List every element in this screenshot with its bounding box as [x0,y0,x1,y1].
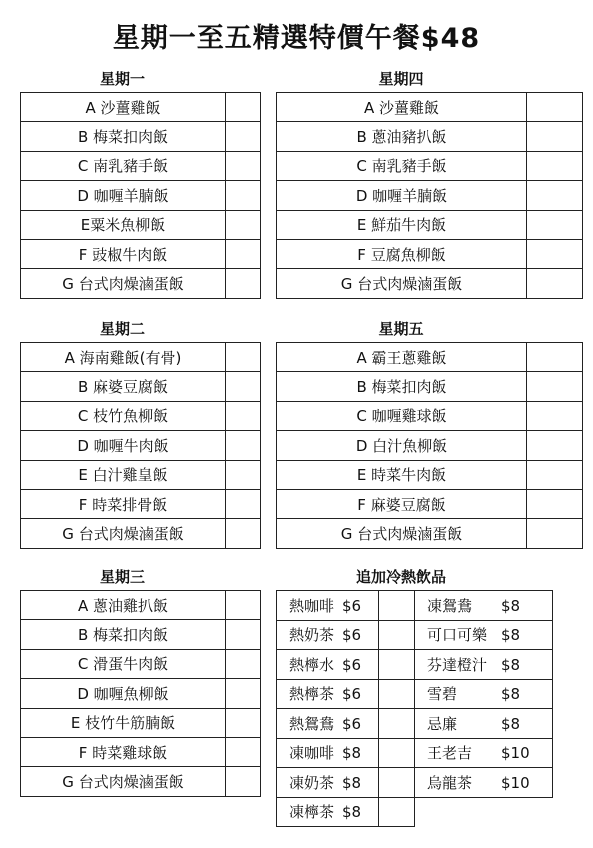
tick-box [379,650,415,680]
tick-box [226,489,261,518]
table-row [277,620,553,650]
table-row [277,460,583,489]
drink-name: 凍咖啡 [289,744,335,763]
table-row [21,269,261,298]
tuesday-menu-table [20,342,261,549]
menu-item: D 咖喱羊腩飯 [277,181,527,210]
table-row [277,151,583,180]
drink-name: 熱奶茶 [289,626,335,645]
table-row [21,679,261,708]
menu-item: G 台式肉燥滷蛋飯 [21,269,226,298]
tick-box [226,737,261,766]
wednesday-heading: 星期三 [99,568,145,586]
drink-price: $8 [342,744,362,763]
tick-box [527,122,583,151]
table-row [21,767,261,796]
menu-item: A 海南雞飯(有骨) [21,343,226,372]
menu-item: B 蔥油豬扒飯 [277,122,527,151]
menu-item: C 枝竹魚柳飯 [21,401,226,430]
drink-cell [415,591,553,621]
menu-item: G 台式肉燥滷蛋飯 [277,269,527,298]
tick-box [226,620,261,649]
menu-item: D 白汁魚柳飯 [277,431,527,460]
menu-item: G 台式肉燥滷蛋飯 [21,519,226,548]
menu-item: D 咖喱羊腩飯 [21,181,226,210]
tick-box [527,489,583,518]
drink-price: $6 [342,685,362,704]
drink-name: 凍鴛鴦 [427,596,473,615]
drink-price: $8 [501,626,521,645]
drink-cell [277,679,379,709]
table-row [277,591,553,621]
menu-item: A 霸王蔥雞飯 [277,343,527,372]
table-row [277,181,583,210]
menu-item: F 時菜排骨飯 [21,489,226,518]
drink-name: 忌廉 [427,714,458,733]
menu-item: A 沙薑雞飯 [277,93,527,122]
drink-cell [277,591,379,621]
drink-price: $10 [501,744,530,763]
empty-cell [415,797,553,827]
drink-price: $10 [501,773,530,792]
drink-name: 熱檸茶 [289,685,335,704]
menu-item: C 滑蛋牛肉飯 [21,649,226,678]
table-row [277,650,553,680]
table-row [21,519,261,548]
tick-box [527,431,583,460]
drink-name: 熱咖啡 [289,596,335,615]
tick-box [226,401,261,430]
drinks-heading: 追加冷熱飲品 [355,568,446,586]
tick-box [226,431,261,460]
tick-box [379,768,415,798]
table-row [277,519,583,548]
menu-item: B 梅菜扣肉飯 [21,620,226,649]
table-row [21,620,261,649]
table-row [277,679,553,709]
drink-cell [415,620,553,650]
tick-box [379,738,415,768]
table-row [277,210,583,239]
drink-cell [415,679,553,709]
drink-cell [277,620,379,650]
tick-box [527,181,583,210]
drink-price: $8 [342,773,362,792]
menu-item: E 枝竹牛筋腩飯 [21,708,226,737]
table-row [21,489,261,518]
table-row [277,797,553,827]
tick-box [226,151,261,180]
tick-box [527,401,583,430]
tick-box [226,181,261,210]
menu-item: G 台式肉燥滷蛋飯 [21,767,226,796]
table-row [277,269,583,298]
drinks-table [276,590,553,827]
table-row [277,401,583,430]
monday-heading: 星期一 [99,70,145,88]
drink-cell [277,797,379,827]
drink-price: $8 [501,714,521,733]
drink-cell [277,709,379,739]
drink-name: 雪碧 [427,685,458,704]
menu-item: D 咖喱牛肉飯 [21,431,226,460]
table-row [277,93,583,122]
tick-box [226,122,261,151]
table-row [21,401,261,430]
tuesday-heading: 星期二 [99,320,145,338]
tick-box [527,151,583,180]
menu-item: E 時菜牛肉飯 [277,460,527,489]
menu-item: C 南乳豬手飯 [277,151,527,180]
wednesday-menu-table [20,590,261,797]
drink-name: 熱鴛鴦 [289,714,335,733]
table-row [21,591,261,620]
drink-cell [277,768,379,798]
tick-box [226,649,261,678]
tick-box [527,372,583,401]
drink-cell [415,738,553,768]
drink-cell [277,738,379,768]
tick-box [226,93,261,122]
tick-box [226,591,261,620]
table-row [21,122,261,151]
table-row [277,738,553,768]
menu-item: E 鮮茄牛肉飯 [277,210,527,239]
table-row [277,122,583,151]
drink-name: 王老吉 [427,744,473,763]
drink-price: $6 [342,626,362,645]
thursday-menu-table [276,92,583,299]
drink-price: $8 [342,803,362,822]
tick-box [527,93,583,122]
drink-cell [415,768,553,798]
tick-box [226,767,261,796]
table-row [21,431,261,460]
menu-item: C 咖喱雞球飯 [277,401,527,430]
table-row [277,768,553,798]
menu-item: F 時菜雞球飯 [21,737,226,766]
tick-box [527,239,583,268]
menu-item: B 梅菜扣肉飯 [21,122,226,151]
menu-item: G 台式肉燥滷蛋飯 [277,519,527,548]
table-row [21,181,261,210]
table-row [21,737,261,766]
table-row [21,239,261,268]
tick-box [527,343,583,372]
menu-item: F 麻婆豆腐飯 [277,489,527,518]
menu-item: F 豉椒牛肉飯 [21,239,226,268]
drink-cell [415,650,553,680]
drink-name: 芬達橙汁 [427,655,488,674]
tick-box [226,519,261,548]
table-row [21,151,261,180]
tick-box [226,679,261,708]
table-row [277,343,583,372]
drink-price: $6 [342,714,362,733]
table-row [21,210,261,239]
drink-name: 凍奶茶 [289,773,335,792]
tick-box [379,797,415,827]
drink-name: 熱檸水 [289,655,335,674]
drink-name: 凍檸茶 [289,803,335,822]
menu-item: E 白汁雞皇飯 [21,460,226,489]
drink-price: $8 [501,685,521,704]
drink-price: $6 [342,655,362,674]
tick-box [527,460,583,489]
drink-name: 烏龍茶 [427,773,473,792]
tick-box [379,709,415,739]
tick-box [226,239,261,268]
thursday-heading: 星期四 [378,70,424,88]
drink-price: $6 [342,596,362,615]
tick-box [226,708,261,737]
friday-heading: 星期五 [378,320,424,338]
page-title: 星期一至五精選特價午餐$48 [112,23,481,54]
table-row [277,489,583,518]
drink-cell [277,650,379,680]
tick-box [527,519,583,548]
menu-item: E粟米魚柳飯 [21,210,226,239]
table-row [277,372,583,401]
tick-box [527,269,583,298]
drink-name: 可口可樂 [427,626,488,645]
table-row [21,372,261,401]
drink-price: $8 [501,655,521,674]
tick-box [226,269,261,298]
friday-menu-table [276,342,583,549]
table-row [21,93,261,122]
table-row [277,709,553,739]
table-row [21,460,261,489]
menu-item: C 南乳豬手飯 [21,151,226,180]
monday-menu-table [20,92,261,299]
tick-box [226,460,261,489]
table-row [277,431,583,460]
menu-item: A 沙薑雞飯 [21,93,226,122]
drink-cell [415,709,553,739]
drink-price: $8 [501,596,521,615]
tick-box [226,343,261,372]
tick-box [527,210,583,239]
table-row [21,708,261,737]
menu-item: F 豆腐魚柳飯 [277,239,527,268]
menu-item: B 梅菜扣肉飯 [277,372,527,401]
table-row [21,343,261,372]
tick-box [226,372,261,401]
tick-box [226,210,261,239]
menu-item: B 麻婆豆腐飯 [21,372,226,401]
table-row [277,239,583,268]
menu-item: D 咖喱魚柳飯 [21,679,226,708]
table-row [21,649,261,678]
tick-box [379,591,415,621]
tick-box [379,620,415,650]
tick-box [379,679,415,709]
menu-item: A 蔥油雞扒飯 [21,591,226,620]
